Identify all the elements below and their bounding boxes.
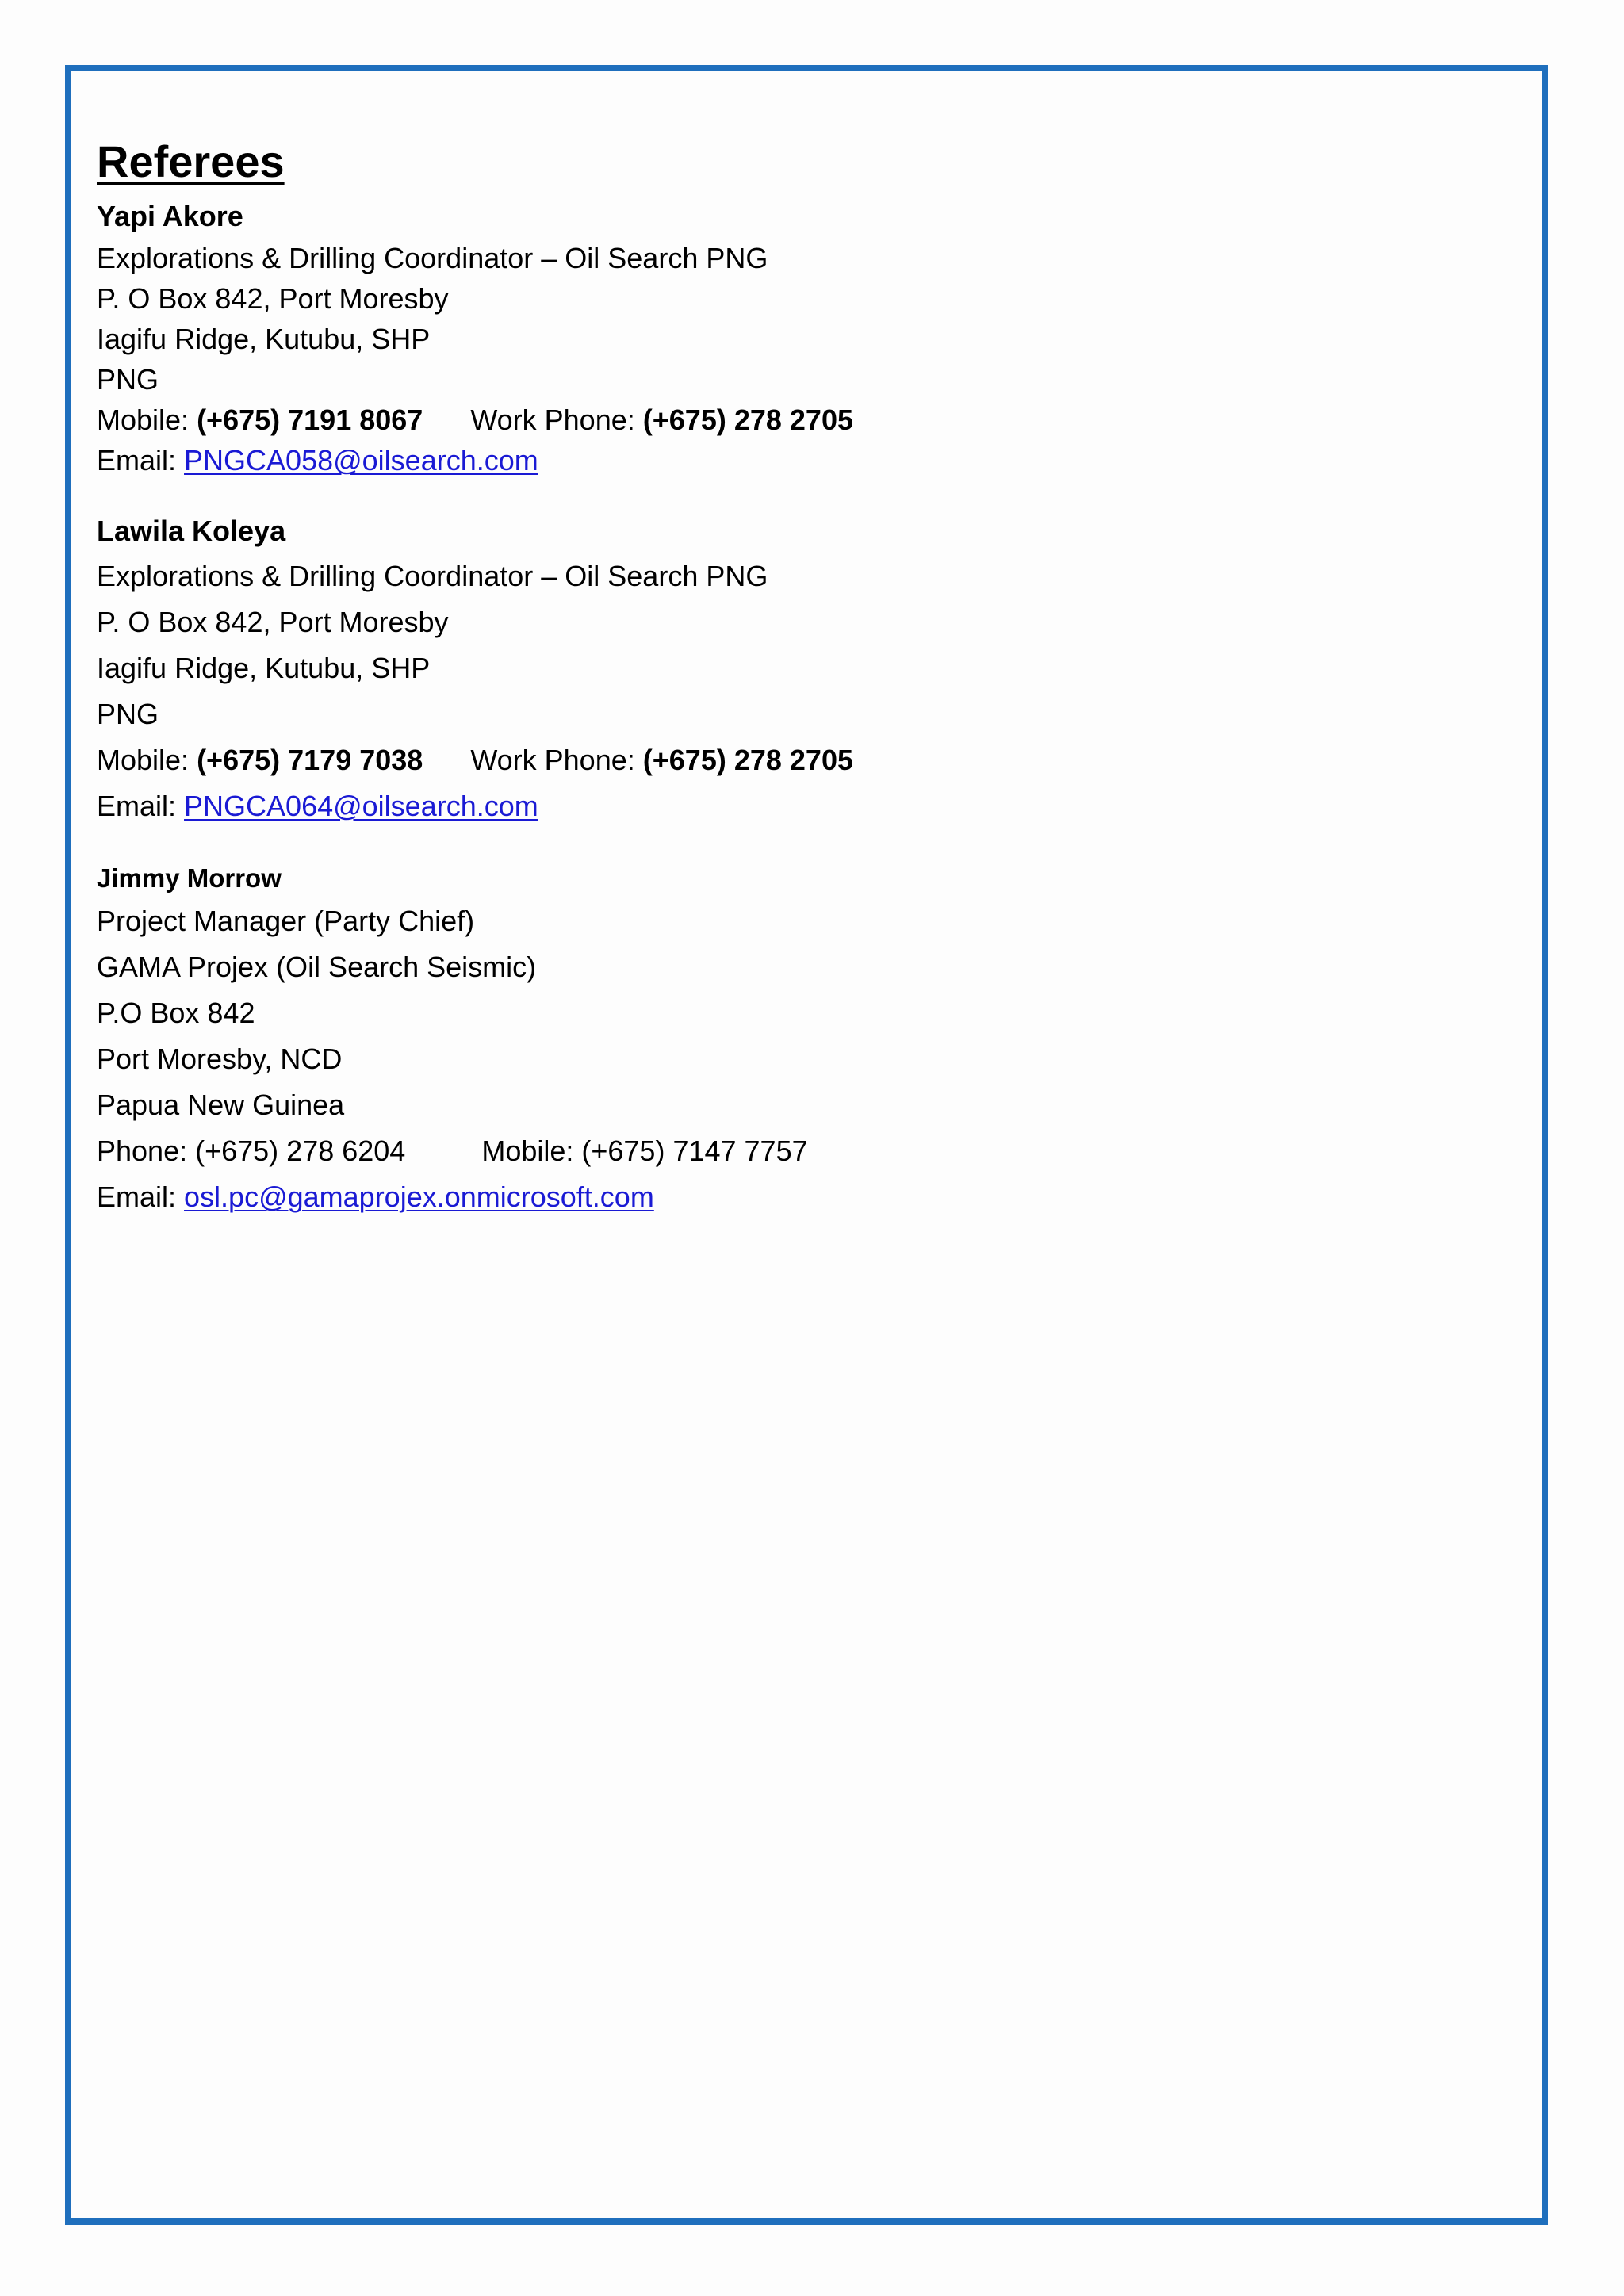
section-heading: Referees xyxy=(97,136,285,186)
referee-name: Yapi Akore xyxy=(97,200,243,233)
work-phone-label: Work Phone: xyxy=(470,404,643,437)
referee-address-line: PNG xyxy=(97,363,159,396)
phone-text: Phone: (+675) 278 6204 xyxy=(97,1135,406,1168)
email-label: Email: xyxy=(97,1181,185,1214)
referee-address-line: Iagifu Ridge, Kutubu, SHP xyxy=(97,323,431,356)
referee-name: Lawila Koleya xyxy=(97,515,286,548)
referee-email-line xyxy=(97,1174,1286,1220)
work-phone-label: Work Phone: xyxy=(470,743,643,776)
referee-card xyxy=(97,514,1286,828)
referee-phone-line xyxy=(97,737,1286,783)
referee-address-line: GAMA Projex (Oil Search Seismic) xyxy=(97,951,537,984)
email-label: Email: xyxy=(97,789,185,822)
mobile-text: Mobile: (+675) 7147 7757 xyxy=(481,1135,808,1168)
referee-address-line: P.O Box 842 xyxy=(97,997,255,1030)
referee-name: Jimmy Morrow xyxy=(97,863,282,893)
email-link[interactable]: PNGCA064@oilsearch.com xyxy=(184,789,538,822)
mobile-number: (+675) 7179 7038 xyxy=(197,743,423,776)
referee-card xyxy=(97,863,1286,1221)
referee-phone-line xyxy=(97,1128,1286,1174)
referee-position: Project Manager (Party Chief) xyxy=(97,905,475,938)
referee-position: Explorations & Drilling Coordinator – Oil Search PNG xyxy=(97,242,768,275)
email-link[interactable]: osl.pc@gamaprojex.onmicrosoft.com xyxy=(184,1181,654,1214)
work-phone-number: (+675) 278 2705 xyxy=(642,743,853,776)
referee-address-line: P. O Box 842, Port Moresby xyxy=(97,282,449,316)
mobile-label: Mobile: xyxy=(97,404,197,437)
work-phone-number: (+675) 278 2705 xyxy=(642,404,853,437)
referee-address-line: Papua New Guinea xyxy=(97,1089,345,1122)
referee-address-line: P. O Box 842, Port Moresby xyxy=(97,605,449,638)
email-link[interactable]: PNGCA058@oilsearch.com xyxy=(184,444,538,477)
referees-section xyxy=(97,135,1286,1253)
email-label: Email: xyxy=(97,444,185,477)
referee-address-line: Port Moresby, NCD xyxy=(97,1043,343,1076)
referee-phone-line xyxy=(97,400,1286,440)
referee-card xyxy=(97,199,1286,480)
referee-email-line xyxy=(97,440,1286,480)
mobile-number: (+675) 7191 8067 xyxy=(197,404,423,437)
referee-address-line: PNG xyxy=(97,697,159,730)
referee-address-line: Iagifu Ridge, Kutubu, SHP xyxy=(97,651,431,684)
mobile-label: Mobile: xyxy=(97,743,197,776)
referee-position: Explorations & Drilling Coordinator – Oil Search PNG xyxy=(97,559,768,592)
referee-email-line xyxy=(97,783,1286,829)
